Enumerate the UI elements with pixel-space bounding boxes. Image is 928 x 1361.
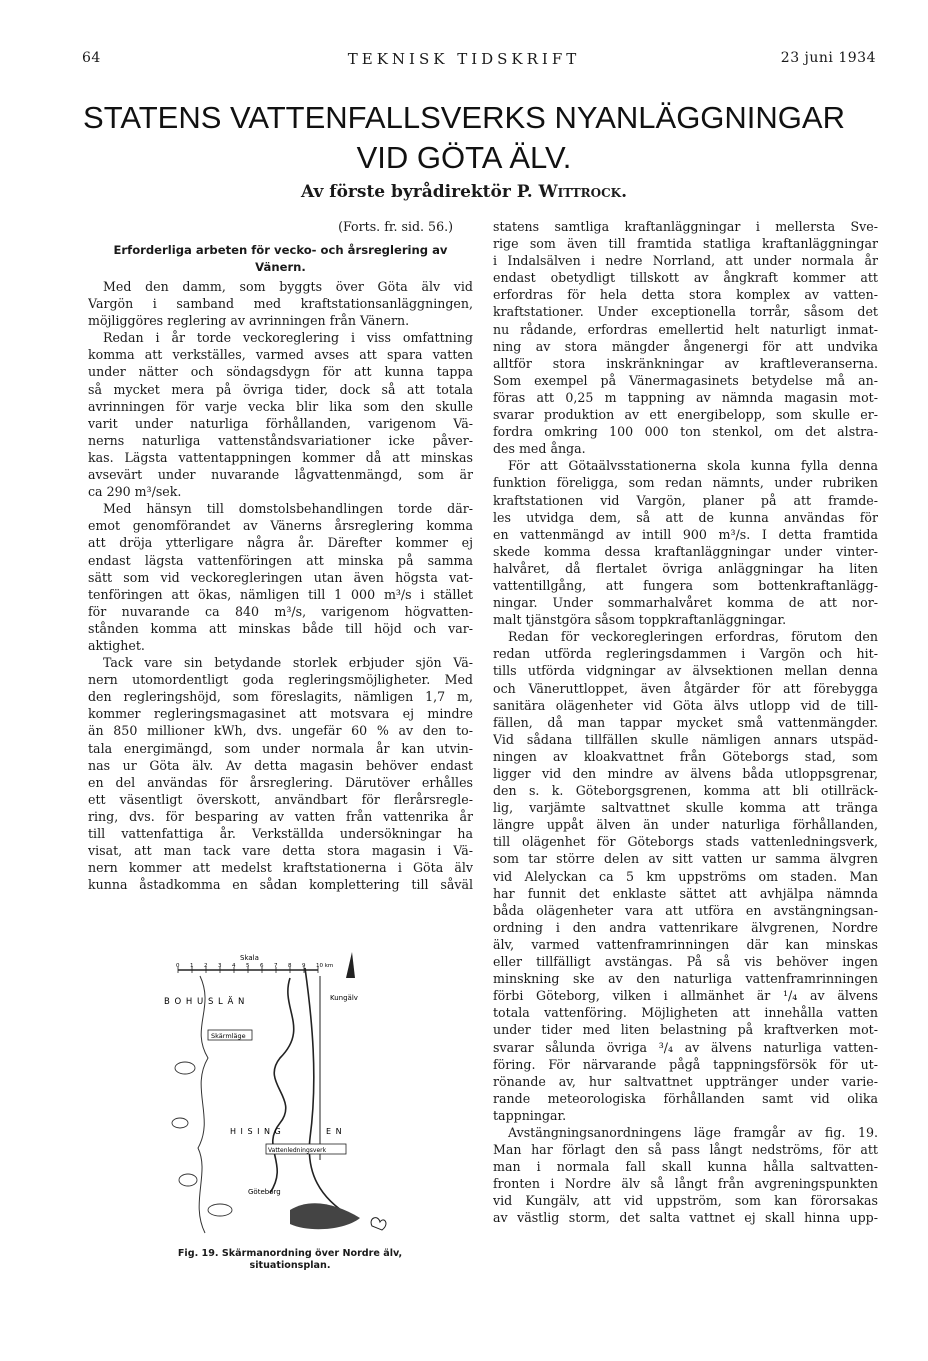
text-line: sanitära olägenheter vid Göta älvs utlopp vid de till- — [493, 697, 878, 713]
text-line: lig, varjämte saltvattnet skulle komma att tränga — [493, 800, 878, 816]
text-line: nu rådande, erfordras emellertid helt naturligt inmat- — [493, 321, 878, 337]
text-line: och Väneruttloppet, även åtgärder för att förebygga — [493, 680, 878, 696]
text-line: den s. k. Göteborgsgrenen, komma att bli otillräck- — [493, 783, 878, 799]
text-line: att dröja ytterligare några år. Därefter kommer ej — [88, 535, 473, 551]
section-subheading: Erforderliga arbeten för vecko- och årsreglering av Vänern. — [113, 243, 448, 274]
text-line: ningar. Under sommarhalvåret komma de att nor- — [493, 595, 878, 611]
situation-map-figure — [160, 948, 410, 1240]
text-line: under nätter och söndagsdygn för att kunna tappa — [88, 364, 473, 380]
text-line: vid Kungälv, att vid uppström, som kan förorsakas — [493, 1193, 878, 1209]
text-line: Tack vare sin betydande storlek erbjuder sjön Vä- — [103, 655, 473, 671]
text-line: fordra omkring 100 000 ton stenkol, om det alstra- — [493, 424, 878, 440]
text-line: ning av stora mängder ångenergi för att undvika — [493, 338, 878, 354]
text-line: statens samtliga kraftanläggningar i mellersta Sve- — [493, 219, 878, 234]
continuation-note: (Forts. fr. sid. 56.) — [338, 219, 453, 234]
figure-caption — [120, 1248, 460, 1272]
text-line: vid Alelyckan ca 5 km uppströms om staden. Man — [493, 868, 878, 884]
text-line: tenföringen att ökas, nämligen till 1 000 m³/s i stället — [88, 586, 473, 602]
text-line: nern kommer att medelst kraftstationerna i Göta älv — [88, 860, 473, 876]
text-line: varit under naturliga förhållanden, varigenom Vä- — [88, 415, 473, 431]
byline-prefix: Av förste byrådirektör P. — [300, 182, 533, 202]
text-line: halvåret, då flertalet övriga anläggningar ha liten — [493, 560, 878, 576]
text-line: tala energimängd, som under normala år kan utvin- — [88, 740, 473, 756]
gota-alv-river — [305, 968, 350, 1216]
text-line: så mycket mera på övriga tider, dock så att totala — [88, 381, 473, 397]
text-line: Redan i år torde veckoreglering i viss omfattning — [103, 330, 473, 346]
text-line: nern utomordentligt goda regleringsmöjligheter. Med — [88, 672, 473, 688]
text-line: komma att verkställes, varmed avses att spara vatten — [88, 347, 473, 363]
label-kungalv: Kungälv — [330, 994, 358, 1002]
label-bohuslan: B O H U S L Ä N — [164, 997, 246, 1007]
text-line: en vattenmängd av intill 900 m³/s. I detta framtida — [493, 526, 878, 542]
text-line: ordning i den andra vattenrikare älvgrenen, Nordre — [493, 919, 878, 935]
text-line: rande meteorologiska förhållanden samt vid olika — [493, 1090, 878, 1106]
goteborg-harbour — [290, 1203, 360, 1229]
scale-tick-label: 9 — [302, 963, 306, 969]
text-line: svarar produktion av ett energibelopp, som skulle er- — [493, 407, 878, 423]
label-hisingen-b: E N — [326, 1127, 343, 1136]
text-line: avsevärt under nuvarande lågvattenmängd, som är — [88, 467, 473, 483]
text-line: ring, dvs. för besparing av vatten från vattenrika år — [88, 808, 473, 824]
right-column — [493, 218, 878, 1227]
text-line: ligger vid den mindre av älvens båda utloppsgrenar, — [493, 766, 878, 781]
text-line: alltför stora inskränkningar av kraftleveranserna. — [493, 355, 878, 371]
text-line: som tar större delen av sitt vatten ur samma älvgren — [493, 851, 878, 867]
scale-label: Skala — [240, 954, 259, 962]
text-line: Man har förlagt den så pass långt nedströms, för att — [493, 1142, 878, 1158]
scale-tick-label: 1 — [190, 963, 194, 969]
text-line: längre uppåt älven än under naturliga förhållanden, — [493, 817, 878, 833]
label-hisingen-a: H I S I N G — [230, 1127, 282, 1136]
text-line: eller tillfälligt avstängas. På så vis behöver ingen — [493, 954, 878, 970]
text-line: kraftstationen vid Vargön, planer på att framde- — [493, 492, 878, 508]
text-line: ningen av kloakvattnet från Göteborgs stad, som — [493, 748, 878, 764]
page-number: 64 — [82, 50, 101, 66]
byline — [0, 182, 928, 202]
text-line: För att Götaälvsstationerna skola kunna fylla denna — [508, 458, 878, 474]
scale-tick-label: 3 — [218, 963, 222, 969]
text-line: förbi Göteborg, vilken i allmänhet är ¹/₄ av älvens — [493, 988, 878, 1004]
text-line: har funnit det enklaste sättet att avhjälpa nämnda — [493, 885, 878, 901]
text-line: vattentillgång, att fungera som bottenkraftanlägg- — [493, 577, 878, 593]
text-line: till olägenhet för Göteborgs stads vattenledningsverk, — [493, 834, 878, 850]
label-vattenledningsverk: Vattenledningsverk — [268, 1147, 327, 1154]
compass-symbol-icon — [371, 1218, 386, 1230]
scale-tick-label: 5 — [246, 963, 250, 969]
text-line: Avstängningsanordningens läge framgår av fig. 19. — [508, 1124, 878, 1140]
text-line: rige som även till framtida statliga kraftanläggningar — [493, 236, 878, 252]
text-line: fällen, då man tappar mycket små vattenmängder. — [493, 714, 878, 730]
author-name: Wittrock. — [538, 182, 628, 202]
text-line: kas. Lägsta vattentappningen kommer då att minskas — [88, 449, 473, 465]
north-arrow-icon — [346, 952, 355, 978]
text-line: tappningar. — [493, 1107, 567, 1123]
scale-tick-label: 7 — [274, 963, 278, 969]
text-line: stånden komma att minskas både till höjd och var- — [88, 620, 473, 636]
text-line: visat, att man tack vare detta stora magasin i Vä- — [88, 843, 473, 859]
text-line: endast obetydligt tillskott av ångkraft kommer att — [493, 270, 878, 286]
text-line: än 850 millioner kWh, dvs. ungefär 60 % av den to- — [88, 723, 473, 739]
scale-ticks — [176, 963, 333, 973]
text-line: fronten i Nordre älv så långt från avgreningspunkten — [493, 1176, 878, 1192]
text-line: föring. För närvarande pågå tappningsförsök för ut- — [493, 1056, 878, 1072]
text-line: funktion föreligga, som redan nämnts, under rubriken — [493, 475, 878, 491]
text-line: les utvidga dem, så att de kunna användas för — [493, 509, 878, 525]
label-skarmlage: Skärmläge — [211, 1032, 246, 1040]
text-line: svarar sålunda övriga ³/₄ av älvens naturliga vatten- — [493, 1039, 878, 1055]
text-line: i Indalsälven i nedre Norrland, att under normala år — [493, 253, 878, 269]
text-line: endast lägsta vattenföringen att minska på samma — [88, 552, 473, 568]
text-line: älv, varmed vattenframrinningen där kan minskas — [493, 936, 878, 952]
right-column-text — [493, 218, 878, 1227]
text-line: redan utförda regleringsdammen i Vargön och hit- — [493, 646, 878, 662]
text-line: avrinningen för varje vecka blir lika som den skulle — [88, 398, 473, 414]
text-line: Vid sådana tillfällen skulle nämligen annars utspäd- — [493, 731, 878, 747]
issue-date: 23 juni 1934 — [780, 50, 876, 66]
label-goteborg: Göteborg — [248, 1188, 281, 1196]
scale-tick-label: 8 — [288, 963, 292, 969]
text-line: malt tjänstgöra såsom toppkraftanläggningar. — [493, 612, 787, 628]
scale-tick-label: 10 km — [316, 963, 334, 969]
text-line: erfordras för hela detta stora komplex av vatten- — [493, 287, 878, 303]
text-line: aktighet. — [88, 637, 145, 653]
left-column — [88, 218, 473, 893]
text-line: minskning ske av den naturliga vattenframrinningen — [493, 971, 878, 987]
text-line: av västlig storm, det salta vattnet ej skall hinna upp- — [493, 1210, 878, 1226]
text-line: kraftstationer. Under exceptionella torrår, såsom det — [493, 304, 878, 320]
scale-tick-label: 4 — [232, 963, 236, 969]
text-line: en del användas för årsreglering. Därutöver erhålles — [88, 774, 473, 790]
coastline — [198, 976, 208, 1233]
text-line: Med hänsyn till domstolsbehandlingen torde där- — [103, 501, 473, 517]
article-title-line-2: VID GÖTA ÄLV. — [356, 140, 572, 175]
text-line: totala vattenföring. Möjligheten att innehålla vatten — [493, 1005, 878, 1021]
article-title-line-1: STATENS VATTENFALLSVERKS NYANLÄGGNINGAR — [83, 100, 845, 135]
text-line: nerns naturliga vattenståndsvariationer icke påver- — [88, 432, 473, 448]
scale-tick-label: 2 — [204, 963, 208, 969]
text-line: föras att 0,25 m tappning av nämnda magasin mot- — [493, 389, 878, 405]
text-line: skede komma dessa kraftanläggningar under vinter- — [493, 543, 878, 559]
scale-tick-label: 0 — [176, 963, 180, 969]
text-line: möjliggöres reglering av avrinningen från Vänern. — [88, 313, 410, 329]
text-line: kommer regleringsmagasinet att motsvara ej mindre — [88, 706, 473, 722]
text-line: kunna åstadkomma en sådan komplettering till såväl — [88, 877, 473, 893]
text-line: ett väsentligt överskott, användbart för flerårsregle- — [88, 791, 473, 807]
left-column-text — [88, 278, 473, 893]
text-line: Vargön i samband med kraftstationsanläggningen, — [88, 296, 473, 312]
nordre-alv-river — [270, 978, 294, 1193]
text-line: des med ånga. — [493, 441, 586, 457]
text-line: för nuvarande ca 840 m³/s, varigenom högvatten- — [88, 603, 473, 619]
text-line: Med den damm, som byggts över Göta älv vid — [103, 279, 473, 294]
text-line: till vattenfattiga år. Verkställda undersökningar ha — [88, 826, 473, 841]
text-line: tills utförda vidgningar av älvsektionen mellan denna — [493, 663, 878, 679]
text-line: båda olägenheter vara att utföra en avstängningsan- — [493, 902, 878, 918]
text-line: Redan för veckoregleringen erfordras, förutom den — [508, 629, 878, 645]
scale-tick-label: 6 — [260, 963, 264, 969]
text-line: man i normala fall skall kunna hålla saltvatten- — [493, 1159, 878, 1175]
text-line: emot genomförandet av Vänerns årsreglering komma — [88, 518, 473, 534]
text-line: nas ur Göta älv. Av detta magasin behöver endast — [88, 757, 473, 773]
text-line: sätt som vid veckoregleringen utan även högsta vat- — [88, 569, 473, 585]
figure-caption-line-1: Fig. 19. Skärmanordning över Nordre älv, — [177, 1248, 403, 1259]
journal-name: TEKNISK TIDSKRIFT — [347, 50, 581, 68]
figure-caption-line-2: situationsplan. — [249, 1260, 331, 1271]
text-line: Som exempel på Vänermagasinets betydelse må an- — [493, 372, 878, 388]
text-line: under tider med liten belastning på kraftverken mot- — [493, 1022, 878, 1038]
text-line: rönande av, hur saltvattnet upptränger under varie- — [493, 1073, 878, 1089]
text-line: ca 290 m³/sek. — [88, 484, 182, 500]
text-line: den regleringshöjd, som föreslagits, nämligen 1,7 m, — [88, 689, 473, 705]
